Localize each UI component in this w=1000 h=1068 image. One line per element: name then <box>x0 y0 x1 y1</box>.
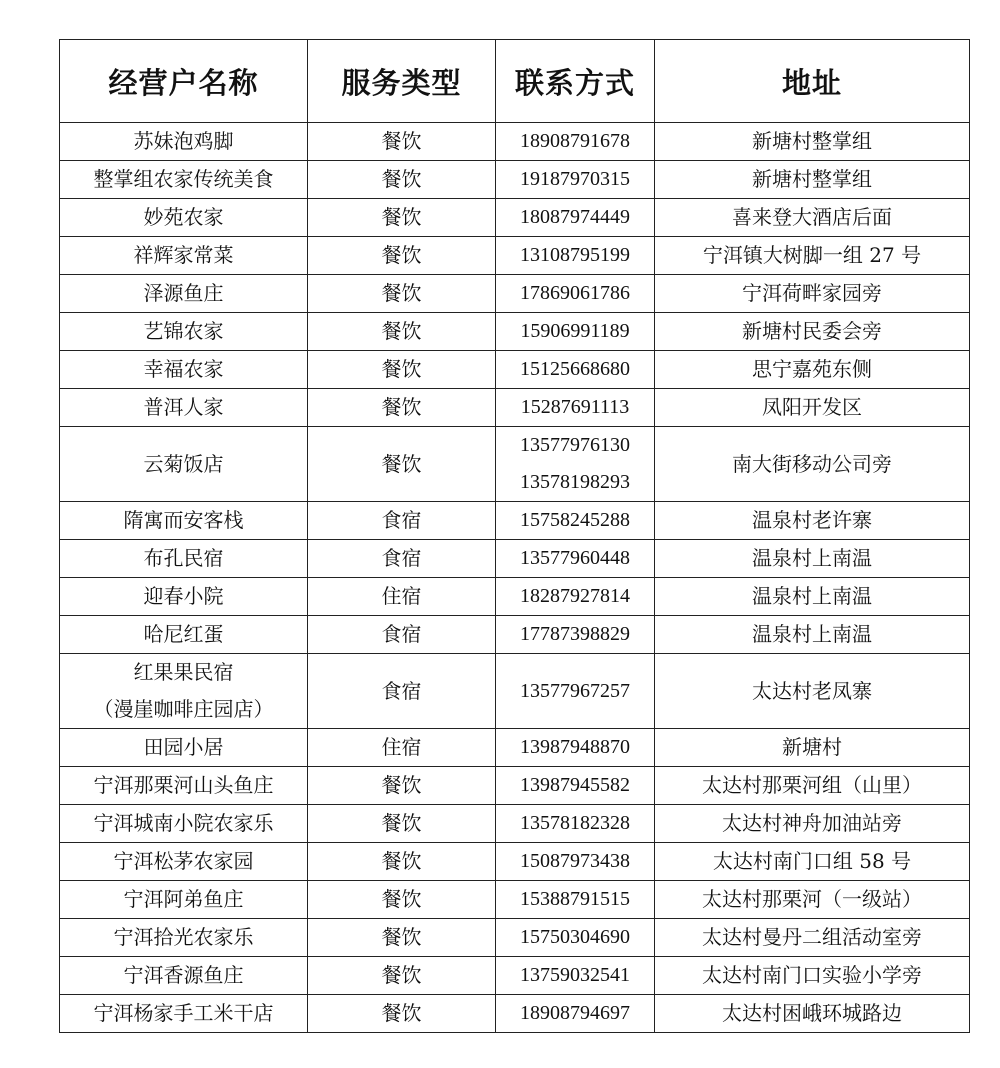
phone-cell <box>496 995 655 1033</box>
address-cell: 太达村困峨环城路边 <box>655 995 970 1033</box>
phone-cell-line: 15388791515 <box>520 888 630 910</box>
service-type-cell: 住宿 <box>308 729 496 767</box>
table-header-row <box>60 40 970 123</box>
address-cell: 太达村曼丹二组活动室旁 <box>655 919 970 957</box>
business-name-cell-line: 整掌组农家传统美食 <box>93 167 274 191</box>
business-name-cell <box>60 805 308 843</box>
business-name-cell <box>60 654 308 729</box>
address-cell: 宁洱镇大树脚一组 27 号 <box>655 237 970 275</box>
service-type-cell: 餐饮 <box>308 313 496 351</box>
phone-cell-line: 15125668680 <box>520 358 630 380</box>
phone-cell-line: 19187970315 <box>520 168 630 190</box>
address-cell: 太达村南门口实验小学旁 <box>655 957 970 995</box>
table-row <box>60 843 970 881</box>
table-row <box>60 729 970 767</box>
phone-cell <box>496 767 655 805</box>
business-name-cell <box>60 351 308 389</box>
phone-cell <box>496 616 655 654</box>
address-cell: 新塘村 <box>655 729 970 767</box>
address-cell: 喜来登大酒店后面 <box>655 199 970 237</box>
service-type-cell: 餐饮 <box>308 919 496 957</box>
phone-cell-line: 13577960448 <box>520 547 630 569</box>
business-name-cell-line: 宁洱那栗河山头鱼庄 <box>93 773 274 797</box>
business-name-cell <box>60 275 308 313</box>
address-cell: 新塘村整掌组 <box>655 161 970 199</box>
business-name-cell-line: （漫崖咖啡庄园店） <box>93 697 274 721</box>
business-name-cell <box>60 881 308 919</box>
business-name-cell-line: 宁洱拾光农家乐 <box>113 925 254 949</box>
business-name-cell-line: 宁洱阿弟鱼庄 <box>123 887 244 911</box>
business-name-cell-line: 祥辉家常菜 <box>133 243 234 267</box>
phone-cell-line: 13987948870 <box>520 736 630 758</box>
service-type-cell: 餐饮 <box>308 389 496 427</box>
service-type-cell: 餐饮 <box>308 995 496 1033</box>
phone-cell-line: 13578182328 <box>520 812 630 834</box>
address-cell: 新塘村民委会旁 <box>655 313 970 351</box>
phone-cell <box>496 351 655 389</box>
business-name-cell <box>60 161 308 199</box>
business-name-cell-line: 哈尼红蛋 <box>143 622 224 646</box>
service-type-cell: 餐饮 <box>308 881 496 919</box>
table-row <box>60 199 970 237</box>
phone-cell-line: 17787398829 <box>520 623 630 645</box>
phone-cell-line: 17869061786 <box>520 282 630 304</box>
header-address: 地址 <box>655 40 970 123</box>
address-cell: 温泉村老许寨 <box>655 502 970 540</box>
business-name-cell <box>60 995 308 1033</box>
phone-cell-line: 18908791678 <box>520 130 630 152</box>
business-name-cell <box>60 578 308 616</box>
service-type-cell: 餐饮 <box>308 805 496 843</box>
business-name-cell-line: 苏妹泡鸡脚 <box>133 129 234 153</box>
phone-cell <box>496 729 655 767</box>
service-type-cell: 餐饮 <box>308 237 496 275</box>
address-cell: 思宁嘉苑东侧 <box>655 351 970 389</box>
table-row <box>60 995 970 1033</box>
address-cell: 太达村神舟加油站旁 <box>655 805 970 843</box>
table-row <box>60 275 970 313</box>
business-name-cell <box>60 237 308 275</box>
header-business-name: 经营户名称 <box>60 40 308 123</box>
table-row <box>60 957 970 995</box>
phone-cell <box>496 843 655 881</box>
phone-cell <box>496 578 655 616</box>
phone-cell <box>496 957 655 995</box>
business-name-cell-line: 宁洱城南小院农家乐 <box>93 811 274 835</box>
service-type-cell: 餐饮 <box>308 957 496 995</box>
service-type-cell: 食宿 <box>308 540 496 578</box>
phone-cell <box>496 199 655 237</box>
phone-cell <box>496 389 655 427</box>
service-type-cell: 餐饮 <box>308 427 496 502</box>
business-name-cell-line: 红果果民宿 <box>133 660 234 684</box>
phone-cell-line: 15758245288 <box>520 509 630 531</box>
business-name-cell-line: 田园小居 <box>143 735 224 759</box>
phone-cell-line: 13577967257 <box>520 679 630 702</box>
phone-cell-line: 15750304690 <box>520 926 630 948</box>
table-row <box>60 237 970 275</box>
phone-cell-line: 15087973438 <box>520 850 630 872</box>
phone-cell <box>496 275 655 313</box>
address-cell: 南大街移动公司旁 <box>655 427 970 502</box>
header-service-type: 服务类型 <box>308 40 496 123</box>
business-name-cell-line: 幸福农家 <box>143 357 224 381</box>
phone-cell-line: 18287927814 <box>520 585 630 607</box>
phone-cell-line: 15287691113 <box>520 396 630 418</box>
phone-cell-line: 13578198293 <box>520 471 630 493</box>
business-name-cell <box>60 767 308 805</box>
phone-cell <box>496 502 655 540</box>
table-row <box>60 767 970 805</box>
business-name-cell <box>60 427 308 502</box>
business-name-cell-line: 宁洱香源鱼庄 <box>123 963 244 987</box>
service-type-cell: 餐饮 <box>308 275 496 313</box>
business-name-cell-line: 云菊饭店 <box>143 451 224 476</box>
phone-cell <box>496 540 655 578</box>
address-cell: 温泉村上南温 <box>655 616 970 654</box>
business-name-cell <box>60 123 308 161</box>
header-contact: 联系方式 <box>496 40 655 123</box>
business-name-cell <box>60 957 308 995</box>
address-cell: 新塘村整掌组 <box>655 123 970 161</box>
address-cell: 温泉村上南温 <box>655 578 970 616</box>
phone-cell <box>496 919 655 957</box>
business-name-cell <box>60 616 308 654</box>
phone-cell <box>496 161 655 199</box>
phone-cell <box>496 313 655 351</box>
phone-cell-line: 13577976130 <box>520 434 630 456</box>
table-row <box>60 351 970 389</box>
table-row <box>60 919 970 957</box>
business-name-cell-line: 布孔民宿 <box>143 546 224 570</box>
phone-cell-line: 18908794697 <box>520 1002 630 1024</box>
service-type-cell: 食宿 <box>308 616 496 654</box>
service-type-cell: 餐饮 <box>308 351 496 389</box>
table-row <box>60 389 970 427</box>
business-name-cell <box>60 389 308 427</box>
table-body <box>60 123 970 1033</box>
business-name-cell-line: 迎春小院 <box>143 584 224 608</box>
service-type-cell: 餐饮 <box>308 123 496 161</box>
table-row <box>60 540 970 578</box>
business-name-cell <box>60 540 308 578</box>
service-type-cell: 住宿 <box>308 578 496 616</box>
address-cell: 凤阳开发区 <box>655 389 970 427</box>
service-type-cell: 餐饮 <box>308 199 496 237</box>
service-type-cell: 餐饮 <box>308 843 496 881</box>
business-name-cell-line: 妙苑农家 <box>143 205 224 229</box>
phone-cell-line: 13987945582 <box>520 774 630 796</box>
table-row <box>60 881 970 919</box>
business-name-cell <box>60 502 308 540</box>
business-name-cell <box>60 199 308 237</box>
business-name-cell-line: 隋寓而安客栈 <box>123 508 244 532</box>
service-type-cell: 食宿 <box>308 502 496 540</box>
business-name-cell-line: 艺锦农家 <box>143 319 224 343</box>
address-cell: 太达村那栗河（一级站） <box>655 881 970 919</box>
service-type-cell: 餐饮 <box>308 767 496 805</box>
service-type-cell: 餐饮 <box>308 161 496 199</box>
phone-cell <box>496 427 655 502</box>
address-cell: 太达村南门口组 58 号 <box>655 843 970 881</box>
phone-cell <box>496 237 655 275</box>
table-row <box>60 616 970 654</box>
phone-cell-line: 13108795199 <box>520 244 630 266</box>
table-row <box>60 313 970 351</box>
business-name-cell-line: 普洱人家 <box>143 395 224 419</box>
business-name-cell-line: 泽源鱼庄 <box>143 281 224 305</box>
table-row <box>60 654 970 729</box>
address-cell: 太达村那栗河组（山里） <box>655 767 970 805</box>
phone-cell <box>496 654 655 729</box>
business-name-cell <box>60 843 308 881</box>
business-name-cell <box>60 313 308 351</box>
table-row <box>60 578 970 616</box>
business-name-cell <box>60 919 308 957</box>
table-row <box>60 427 970 502</box>
table-row <box>60 502 970 540</box>
phone-cell <box>496 881 655 919</box>
service-type-cell: 食宿 <box>308 654 496 729</box>
table-row <box>60 123 970 161</box>
table-row <box>60 805 970 843</box>
table-row <box>60 161 970 199</box>
phone-cell <box>496 123 655 161</box>
business-name-cell <box>60 729 308 767</box>
address-cell: 宁洱荷畔家园旁 <box>655 275 970 313</box>
phone-cell-line: 13759032541 <box>520 964 630 986</box>
phone-cell-line: 18087974449 <box>520 206 630 228</box>
business-directory-table <box>59 39 970 1033</box>
address-cell: 温泉村上南温 <box>655 540 970 578</box>
phone-cell <box>496 805 655 843</box>
address-cell: 太达村老凤寨 <box>655 654 970 729</box>
business-name-cell-line: 宁洱杨家手工米干店 <box>93 1001 274 1025</box>
business-name-cell-line: 宁洱松茅农家园 <box>113 849 254 873</box>
phone-cell-line: 15906991189 <box>520 320 630 342</box>
